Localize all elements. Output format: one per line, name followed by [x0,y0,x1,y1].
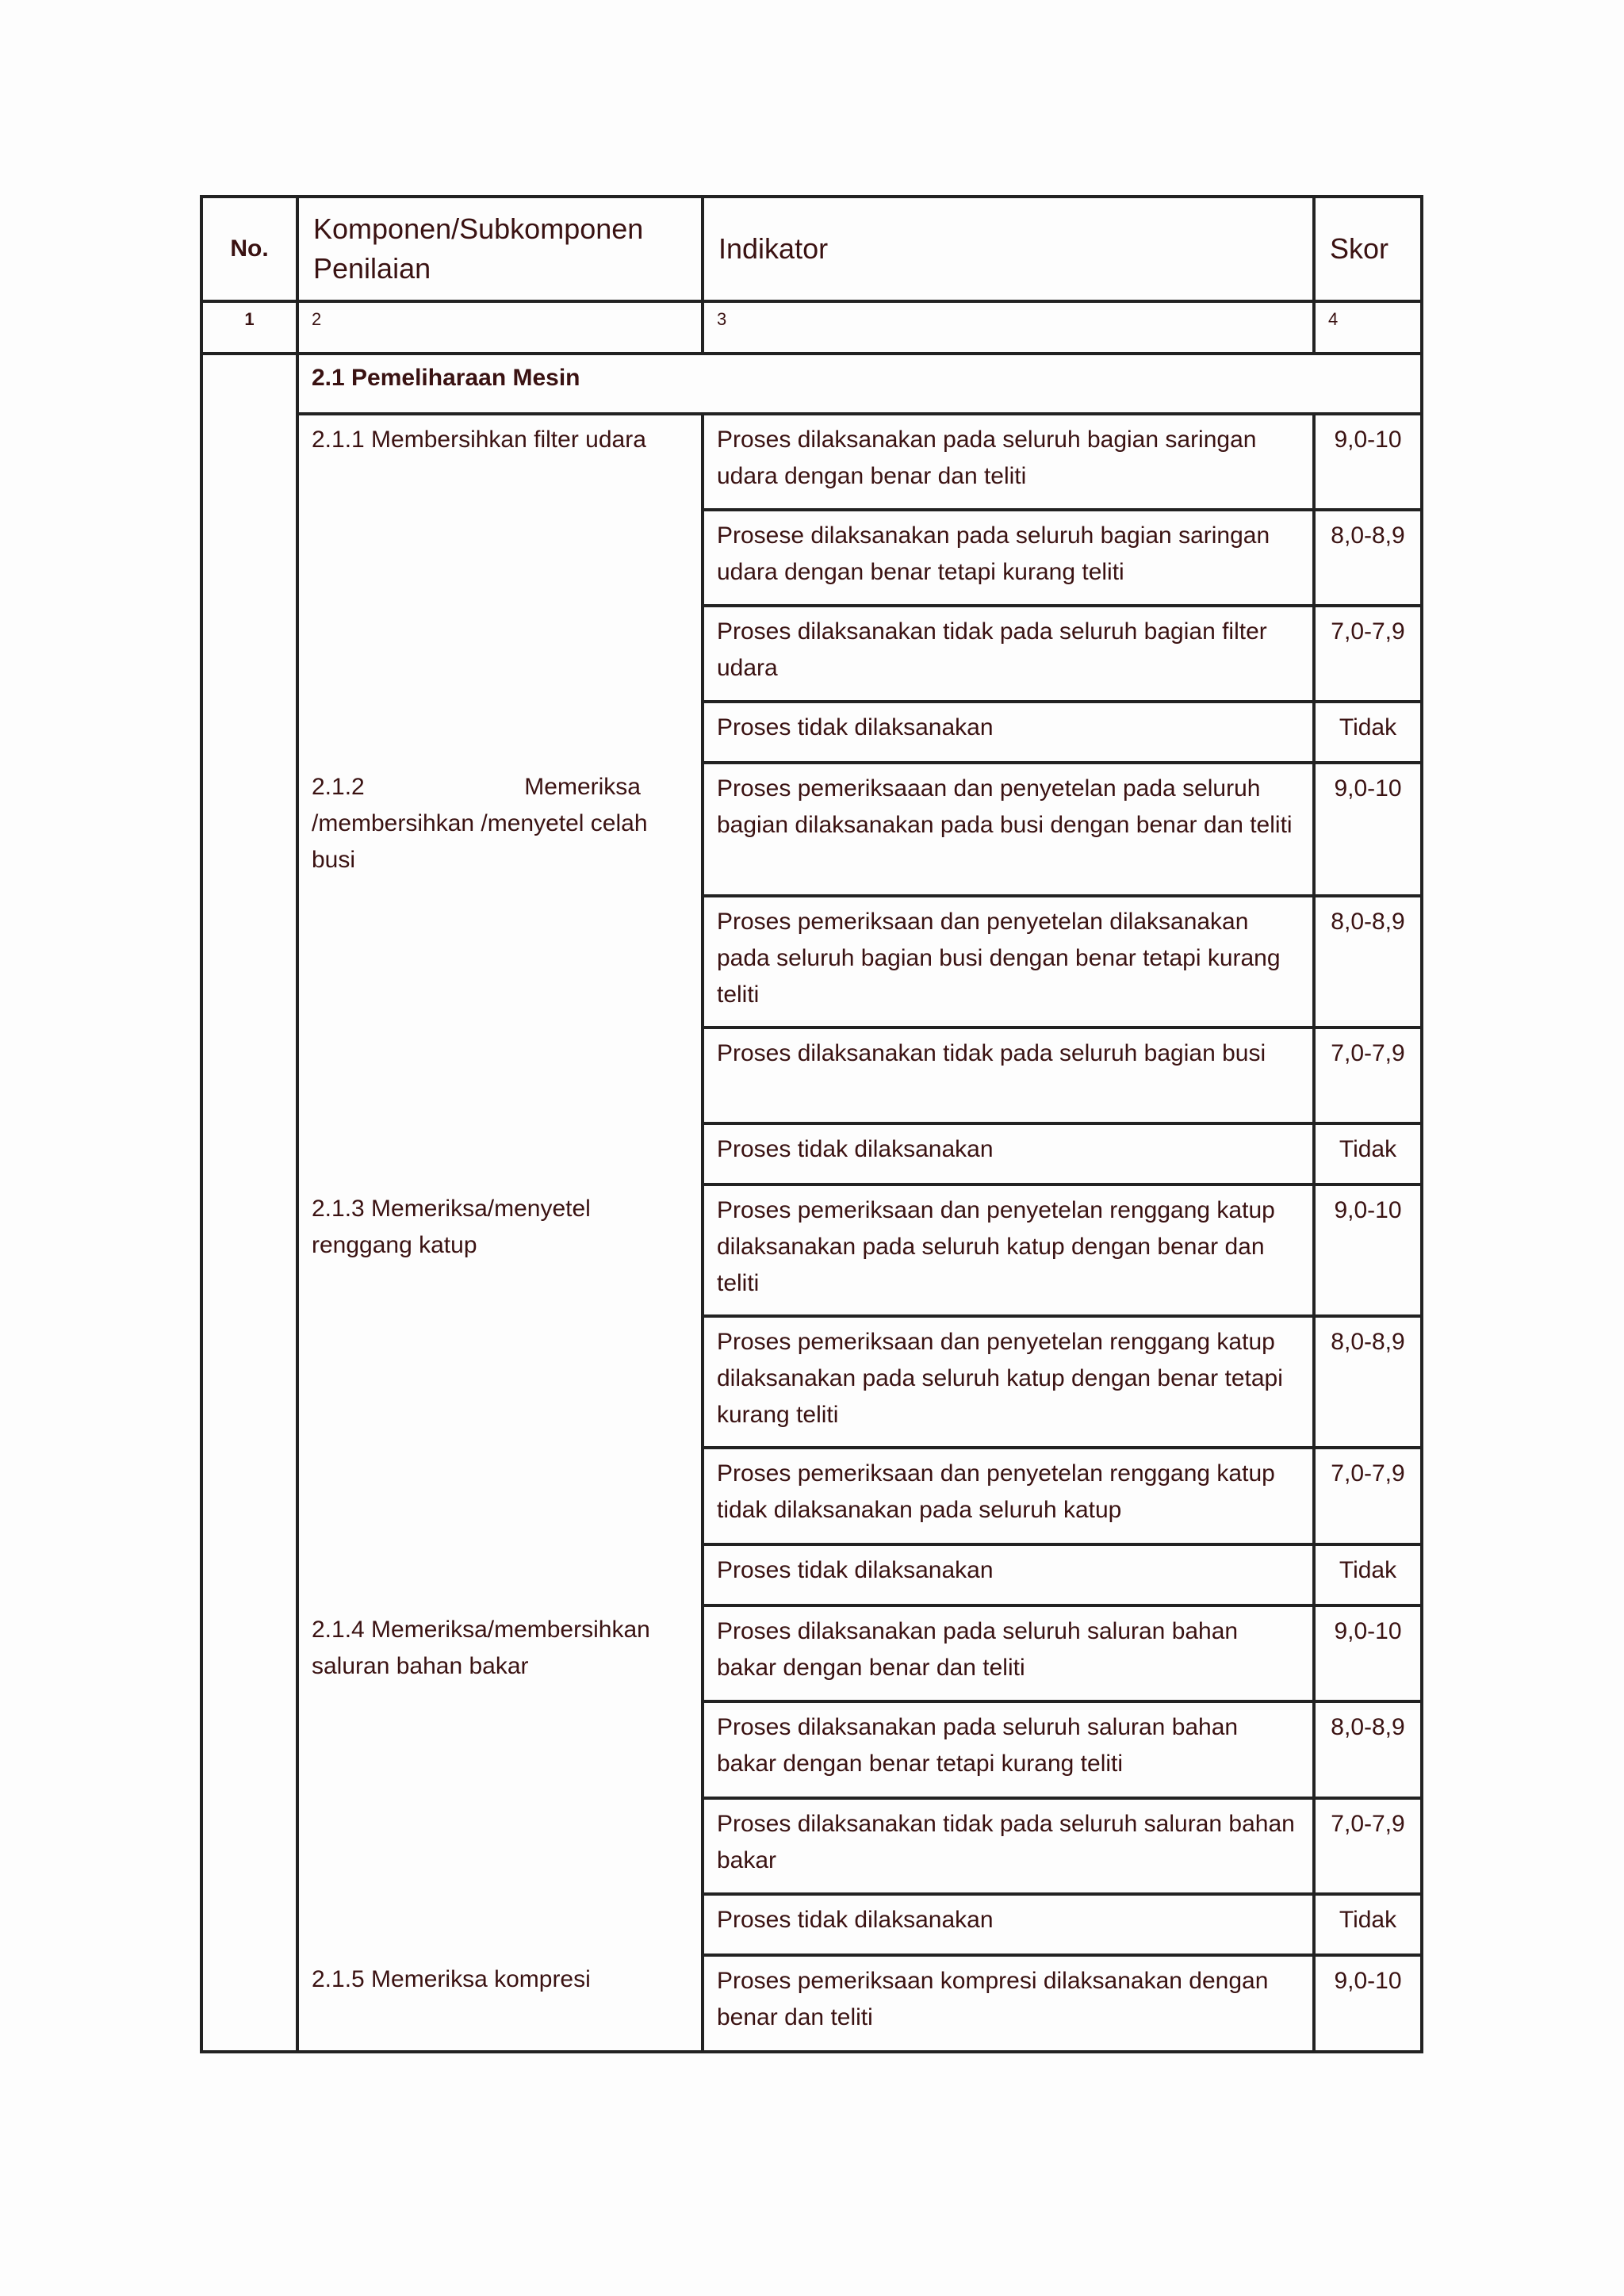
table-row [201,414,1422,510]
skor-cell: 8,0-8,9 [1314,896,1422,1027]
component-number: 2.1.2 [312,774,365,800]
skor-cell: 9,0-10 [1314,1605,1422,1701]
skor-cell: 9,0-10 [1314,763,1422,896]
component-cell: 2.1.4 Memeriksa/membersihkan saluran bahan bakar [297,1605,703,1955]
indikator-cell: Proses tidak dilaksanakan [703,702,1314,763]
indikator-cell: Proses tidak dilaksanakan [703,1894,1314,1955]
skor-cell: Tidak [1314,1894,1422,1955]
skor-cell: 8,0-8,9 [1314,1316,1422,1448]
indikator-cell: Proses pemeriksaaan dan penyetelan pada seluruh bagian dilaksanakan pada busi dengan benar dan teliti [703,763,1314,896]
indikator-cell: Proses pemeriksaan kompresi dilaksanakan dengan benar dan teliti [703,1955,1314,2052]
skor-cell: 7,0-7,9 [1314,606,1422,702]
indikator-cell: Proses pemeriksaan dan penyetelan renggang katup tidak dilaksanakan pada seluruh katup [703,1448,1314,1544]
header-row [201,197,1422,301]
no-cell-empty [201,354,297,2052]
table-row [201,1955,1422,2052]
assessment-table [200,195,1423,2053]
col-number-3: 3 [703,301,1314,354]
indikator-cell: Proses dilaksanakan pada seluruh bagian saringan udara dengan benar dan teliti [703,414,1314,510]
indikator-cell: Proses dilaksanakan pada seluruh saluran bahan bakar dengan benar dan teliti [703,1605,1314,1701]
indikator-cell: Proses dilaksanakan pada seluruh saluran bahan bakar dengan benar tetapi kurang teliti [703,1701,1314,1798]
skor-cell: 9,0-10 [1314,1955,1422,2052]
component-cell: 2.1.1 Membersihkan filter udara [297,414,703,763]
component-verb: Memeriksa [524,774,641,800]
indikator-cell: Proses tidak dilaksanakan [703,1123,1314,1184]
section-row [201,354,1422,414]
header-no: No. [201,197,297,301]
indikator-cell: Proses pemeriksaan dan penyetelan renggang katup dilaksanakan pada seluruh katup dengan benar tetapi kurang teliti [703,1316,1314,1448]
skor-cell: 7,0-7,9 [1314,1448,1422,1544]
component-cell [297,763,703,1184]
column-number-row [201,301,1422,354]
section-title: 2.1 Pemeliharaan Mesin [297,354,1422,414]
component-cell: 2.1.5 Memeriksa kompresi [297,1955,703,2052]
skor-cell: 7,0-7,9 [1314,1027,1422,1123]
table-row [201,1184,1422,1316]
component-rest: /membersihkan /menyetel celah busi [312,810,648,873]
indikator-cell: Proses pemeriksaan dan penyetelan renggang katup dilaksanakan pada seluruh katup dengan benar dan teliti [703,1184,1314,1316]
skor-cell: Tidak [1314,1544,1422,1605]
col-number-1: 1 [201,301,297,354]
indikator-cell: Proses pemeriksaan dan penyetelan dilaksanakan pada seluruh bagian busi dengan benar tetapi kurang teliti [703,896,1314,1027]
indikator-cell: Prosese dilaksanakan pada seluruh bagian saringan udara dengan benar tetapi kurang teliti [703,510,1314,606]
table-row [201,763,1422,896]
skor-cell: 8,0-8,9 [1314,1701,1422,1798]
indikator-cell: Proses tidak dilaksanakan [703,1544,1314,1605]
col-number-2: 2 [297,301,703,354]
indikator-cell: Proses dilaksanakan tidak pada seluruh bagian filter udara [703,606,1314,702]
skor-cell: 9,0-10 [1314,414,1422,510]
skor-cell: Tidak [1314,1123,1422,1184]
col-number-4: 4 [1314,301,1422,354]
skor-cell: 8,0-8,9 [1314,510,1422,606]
component-cell: 2.1.3 Memeriksa/menyetel renggang katup [297,1184,703,1605]
indikator-cell: Proses dilaksanakan tidak pada seluruh bagian busi [703,1027,1314,1123]
table-row [201,1605,1422,1701]
skor-cell: 9,0-10 [1314,1184,1422,1316]
header-skor: Skor [1314,197,1422,301]
skor-cell: Tidak [1314,702,1422,763]
header-komponen: Komponen/Subkomponen Penilaian [297,197,703,301]
header-indikator: Indikator [703,197,1314,301]
component-line [312,769,688,806]
skor-cell: 7,0-7,9 [1314,1798,1422,1894]
indikator-cell: Proses dilaksanakan tidak pada seluruh saluran bahan bakar [703,1798,1314,1894]
